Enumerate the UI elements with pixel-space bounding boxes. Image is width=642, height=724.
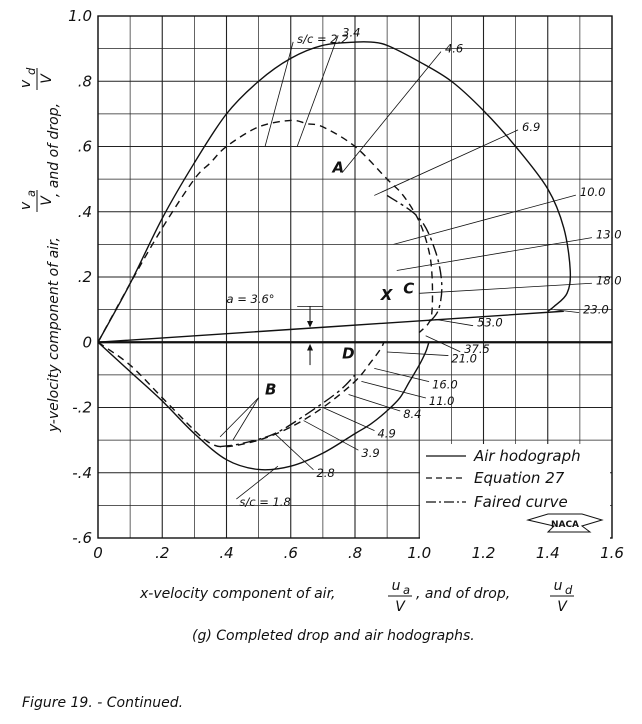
sc-label: 53.0 (477, 315, 503, 330)
series-group (98, 42, 570, 470)
sc-label: 23.0 (583, 302, 609, 317)
y-axis-label-prefix: y-velocity component of air, (46, 237, 62, 432)
x-tick-label: 1.2 (471, 544, 496, 562)
y-tick-label: .4 (77, 202, 92, 221)
series-line-equation-27 (98, 120, 433, 342)
x-axis-title (139, 578, 574, 615)
x-tick-label: 1.4 (535, 544, 560, 562)
sc-label: 13.0 (595, 227, 622, 242)
leader-line (342, 52, 441, 173)
y-tick-label: .8 (77, 72, 92, 91)
y-axis-mid (46, 103, 62, 197)
sc-label: 11.0 (428, 393, 455, 408)
y-tick-label: -.4 (72, 463, 92, 482)
y-frac2-sub: d (24, 67, 38, 75)
sc-label: 3.9 (361, 446, 380, 461)
point-label-d: D (342, 344, 355, 363)
y-tick-label: 0 (82, 333, 92, 352)
leader-line (220, 398, 259, 437)
x-axis-label-prefix: x-velocity component of air, (140, 586, 336, 602)
legend (420, 444, 610, 540)
point-label-x: X (380, 285, 393, 304)
legend-faired-curve: Faired curve (474, 493, 568, 511)
angle-arrowhead-lower (307, 344, 313, 351)
y-frac2-den: V (39, 74, 55, 84)
svg-text:y-velocity component of air, (46, 237, 62, 433)
y-tick-label: .6 (77, 137, 92, 156)
y-axis-label-mid: , and of drop, (46, 102, 62, 198)
y-axis-title (46, 237, 62, 433)
sc-label: 16.0 (432, 377, 458, 392)
naca-logo-text: NACA (550, 520, 580, 530)
leader-line (426, 336, 461, 352)
y-frac1-sub: a (24, 189, 38, 197)
leader-line (387, 352, 448, 356)
sc-label: s/c = 1.8 (239, 495, 291, 510)
sc-label: 4.9 (377, 426, 396, 441)
series-line-air-hodograph (98, 42, 570, 343)
leader-line (419, 283, 592, 293)
point-label-a: A (332, 158, 345, 177)
x-frac1-den: V (395, 599, 405, 615)
leader-line (361, 381, 425, 398)
leader-line (374, 130, 518, 196)
sc-label: s/c = 2.2 (297, 31, 349, 46)
sc-label: 3.4 (342, 25, 361, 40)
leader-line (275, 434, 314, 470)
x-tick-label: .2 (155, 544, 170, 562)
x-frac1-sub: a (403, 583, 411, 597)
leader-line (265, 42, 293, 147)
leader-line (323, 408, 375, 431)
point-label-c: C (403, 279, 415, 298)
x-tick-label: 1.6 (600, 544, 624, 562)
series-line-faired-curve-lower (220, 375, 355, 447)
x-frac2-sub: d (565, 583, 573, 597)
figure-label: Figure 19. - Continued. (22, 695, 184, 711)
angle-arrowhead-upper (307, 321, 313, 328)
sc-label: 18.0 (595, 273, 622, 288)
sc-label: 8.4 (403, 407, 422, 422)
leader-line (435, 319, 473, 325)
angle-label: a = 3.6° (226, 292, 275, 307)
y-frac1-den: V (39, 196, 55, 206)
point-label-b: B (265, 380, 277, 399)
y-frac1-num: v (18, 201, 34, 211)
sc-label: 10.0 (579, 185, 606, 200)
legend-equation-27: Equation 27 (474, 469, 565, 487)
x-tick-label: 1.0 (407, 544, 432, 562)
x-tick-label: .6 (283, 544, 298, 562)
y-frac2-num: v (18, 79, 34, 89)
x-frac2-num: u (553, 578, 563, 594)
y-axis-fraction2 (18, 67, 55, 90)
x-tick-label: .8 (347, 544, 363, 562)
legend-air-hodograph: Air hodograph (474, 447, 581, 465)
leader-line (349, 394, 401, 411)
series-line-faired-curve (387, 195, 442, 322)
series-line-equation-27-lower (98, 342, 384, 447)
y-tick-label: -.2 (72, 398, 92, 417)
y-tick-label: .2 (77, 268, 92, 286)
x-tick-label: 0 (93, 544, 103, 562)
x-frac2-den: V (557, 599, 567, 615)
x-frac1-num: u (391, 578, 401, 594)
leader-line (304, 421, 359, 451)
x-axis-label-mid: , and of drop, (416, 586, 511, 602)
sc-label: 6.9 (522, 119, 541, 134)
x-tick-label: .4 (219, 544, 234, 562)
annotations (220, 25, 621, 509)
sc-label: 37.5 (464, 341, 490, 356)
caption: (g) Completed drop and air hodographs. (192, 628, 475, 644)
sc-label: 4.6 (444, 41, 464, 56)
sc-label: 2.8 (316, 465, 335, 480)
leader-line (233, 398, 259, 440)
y-tick-label: -.6 (72, 529, 92, 547)
y-tick-label: 1.0 (68, 7, 92, 25)
sc-label: 21.0 (451, 351, 477, 366)
